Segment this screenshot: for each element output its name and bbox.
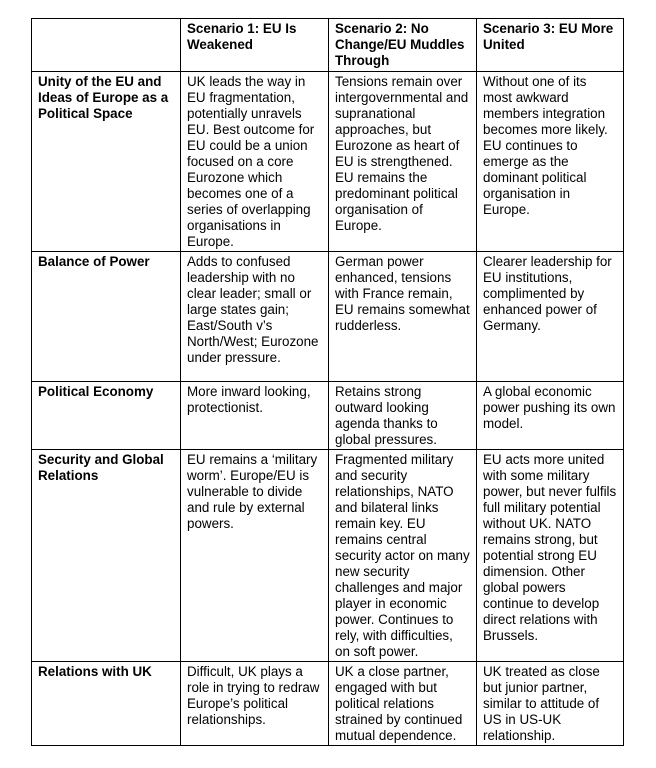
header-scenario-1: Scenario 1: EU Is Weakened — [181, 19, 329, 72]
header-scenario-3: Scenario 3: EU More United — [477, 19, 624, 72]
table-cell: Fragmented military and security relationships, NATO and bilateral links remain key. EU remains central security actor on many new security challenges and major player in economic power. Continues to rely, with difficulties, on soft power. — [329, 450, 477, 662]
table-cell: Adds to confused leadership with no clear leader; small or large states gain; East/South v’s North/West; Eurozone under pressure. — [181, 252, 329, 382]
row-label-political-economy: Political Economy — [32, 382, 181, 450]
scenario-comparison-table — [31, 18, 624, 746]
table-row — [32, 662, 624, 746]
table-header-row — [32, 19, 624, 72]
header-scenario-2: Scenario 2: No Change/EU Muddles Through — [329, 19, 477, 72]
table-cell: Without one of its most awkward members integration becomes more likely. EU continues to emerge as the dominant political organisation in Europe. — [477, 72, 624, 252]
table-cell: Clearer leadership for EU institutions, complimented by enhanced power of Germany. — [477, 252, 624, 382]
table-row — [32, 450, 624, 662]
table-cell: UK treated as close but junior partner, similar to attitude of US in US-UK relationship. — [477, 662, 624, 746]
table-cell: A global economic power pushing its own model. — [477, 382, 624, 450]
table-cell: Tensions remain over intergovernmental and supranational approaches, but Eurozone as heart of EU is strengthened. EU remains the predominant political organisation of Europe. — [329, 72, 477, 252]
table-cell: UK leads the way in EU fragmentation, potentially unravels EU. Best outcome for EU could be a union focused on a core Eurozone which becomes one of a series of overlapping organisations in Europe. — [181, 72, 329, 252]
table-cell: Difficult, UK plays a role in trying to redraw Europe’s political relationships. — [181, 662, 329, 746]
table-cell: UK a close partner, engaged with but political relations strained by continued mutual dependence. — [329, 662, 477, 746]
table-cell: More inward looking, protectionist. — [181, 382, 329, 450]
table-cell: German power enhanced, tensions with France remain, EU remains somewhat rudderless. — [329, 252, 477, 382]
table-cell: EU remains a ‘military worm’. Europe/EU is vulnerable to divide and rule by external powers. — [181, 450, 329, 662]
row-label-balance-of-power: Balance of Power — [32, 252, 181, 382]
table-row — [32, 252, 624, 382]
table-cell: Retains strong outward looking agenda thanks to global pressures. — [329, 382, 477, 450]
table-row — [32, 72, 624, 252]
row-label-relations-with-uk: Relations with UK — [32, 662, 181, 746]
table-row — [32, 382, 624, 450]
table-cell: EU acts more united with some military power, but never fulfils full military potential without UK. NATO remains strong, but potential strong EU dimension. Other global powers continue to develop direct relations with Brussels. — [477, 450, 624, 662]
row-label-security: Security and Global Relations — [32, 450, 181, 662]
row-label-unity: Unity of the EU and Ideas of Europe as a Political Space — [32, 72, 181, 252]
header-cell-empty — [32, 19, 181, 72]
